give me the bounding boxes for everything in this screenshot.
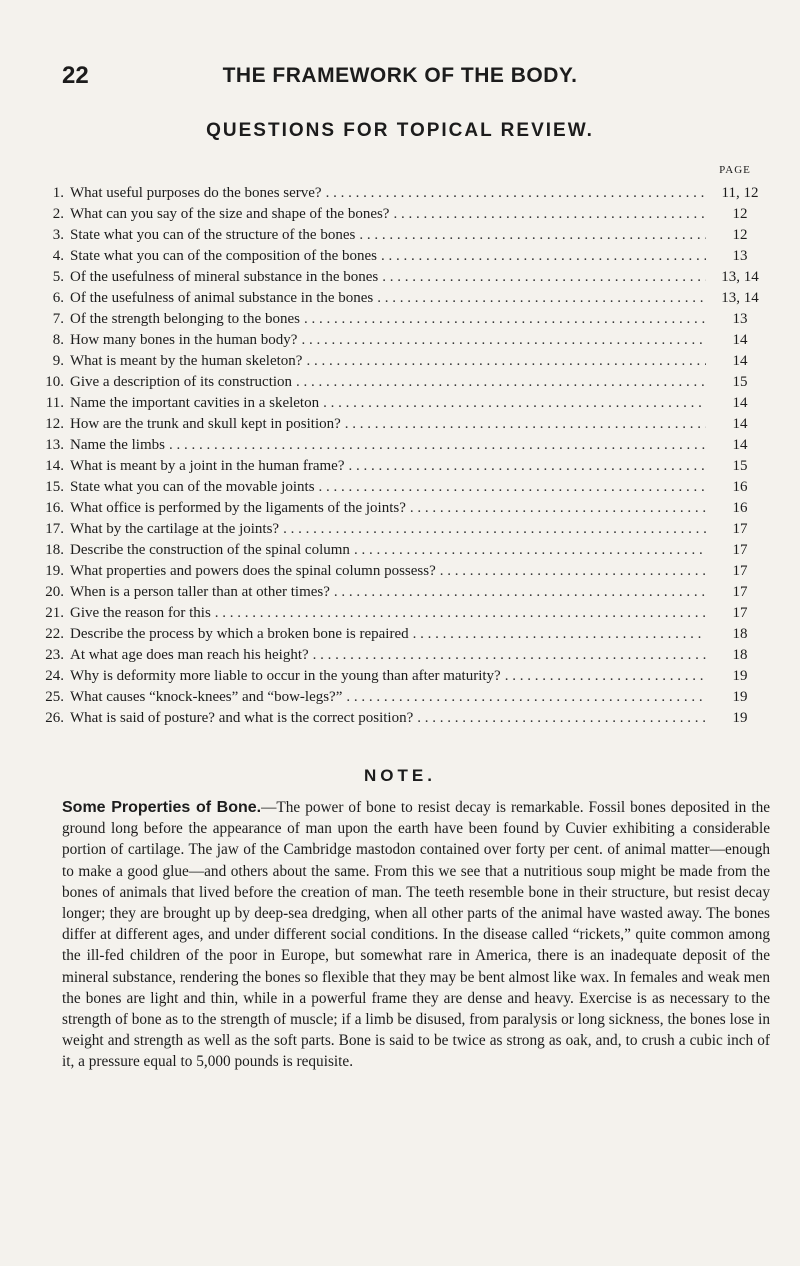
section-title: QUESTIONS FOR TOPICAL REVIEW. xyxy=(206,120,594,141)
question-page-ref: 12 xyxy=(732,227,748,243)
question-number: 9. xyxy=(52,353,64,369)
question-text: What is meant by a joint in the human frame? xyxy=(70,458,345,474)
note-lead: Some Properties of Bone. xyxy=(62,799,262,816)
question-number: 11. xyxy=(45,395,64,411)
question-item xyxy=(40,309,770,330)
page-number: 22 xyxy=(62,62,89,89)
dot-leader xyxy=(382,267,706,288)
question-number: 22. xyxy=(45,626,64,642)
question-item xyxy=(40,708,770,729)
question-item xyxy=(40,624,770,645)
dot-leader xyxy=(323,393,706,414)
dot-leader xyxy=(304,309,706,330)
question-page-ref: 14 xyxy=(732,416,748,432)
questions-list xyxy=(40,183,770,729)
question-item xyxy=(40,267,770,288)
question-text: What properties and powers does the spinal column possess? xyxy=(70,563,436,579)
question-item xyxy=(40,351,770,372)
question-text: What useful purposes do the bones serve? xyxy=(70,185,322,201)
question-text: State what you can of the movable joints xyxy=(70,479,315,495)
question-text: Give a description of its construction xyxy=(70,374,293,390)
dot-leader xyxy=(440,561,706,582)
dot-leader xyxy=(354,540,706,561)
question-number: 7. xyxy=(52,311,64,327)
question-page-ref: 13, 14 xyxy=(721,269,759,285)
running-title: THE FRAMEWORK OF THE BODY. xyxy=(222,64,578,87)
question-page-ref: 16 xyxy=(732,479,748,495)
question-item xyxy=(40,561,770,582)
question-page-ref: 13 xyxy=(732,248,748,264)
question-item xyxy=(40,288,770,309)
question-page-ref: 14 xyxy=(732,395,748,411)
question-text: State what you can of the structure of the bones xyxy=(70,227,356,243)
question-page-ref: 18 xyxy=(732,647,748,663)
question-number: 5. xyxy=(52,269,64,285)
question-number: 10. xyxy=(45,374,64,390)
question-number: 13. xyxy=(45,437,64,453)
question-item xyxy=(40,540,770,561)
note-body xyxy=(62,797,770,1073)
question-number: 19. xyxy=(45,563,64,579)
dot-leader xyxy=(393,204,706,225)
dot-leader xyxy=(345,414,706,435)
question-text: Of the usefulness of animal substance in the bones xyxy=(70,290,374,306)
question-number: 16. xyxy=(45,500,64,516)
question-text: What is said of posture? and what is the correct position? xyxy=(70,710,414,726)
question-item xyxy=(40,519,770,540)
question-item xyxy=(40,687,770,708)
question-page-ref: 18 xyxy=(732,626,748,642)
dot-leader xyxy=(349,456,707,477)
question-page-ref: 16 xyxy=(732,500,748,516)
question-text: What can you say of the size and shape of the bones? xyxy=(70,206,390,222)
question-page-ref: 17 xyxy=(732,521,748,537)
question-number: 3. xyxy=(52,227,64,243)
question-text: Of the usefulness of mineral substance in the bones xyxy=(70,269,379,285)
question-number: 12. xyxy=(45,416,64,432)
question-item xyxy=(40,414,770,435)
question-number: 2. xyxy=(52,206,64,222)
dot-leader xyxy=(377,288,706,309)
dot-leader xyxy=(313,645,706,666)
dot-leader xyxy=(346,687,706,708)
question-text: What by the cartilage at the joints? xyxy=(70,521,280,537)
question-item xyxy=(40,225,770,246)
question-item xyxy=(40,645,770,666)
dot-leader xyxy=(283,519,706,540)
dot-leader xyxy=(505,666,706,687)
question-text: What is meant by the human skeleton? xyxy=(70,353,303,369)
question-item xyxy=(40,393,770,414)
question-item xyxy=(40,582,770,603)
question-text: State what you can of the composition of the bones xyxy=(70,248,378,264)
question-page-ref: 14 xyxy=(732,437,748,453)
dot-leader xyxy=(334,582,706,603)
dot-leader xyxy=(326,183,706,204)
question-text: Why is deformity more liable to occur in the young than after maturity? xyxy=(70,668,501,684)
question-page-ref: 17 xyxy=(732,542,748,558)
question-text: What causes “knock-knees” and “bow-legs?” xyxy=(70,689,343,705)
question-number: 24. xyxy=(45,668,64,684)
question-number: 17. xyxy=(45,521,64,537)
question-text: How are the trunk and skull kept in position? xyxy=(70,416,341,432)
question-page-ref: 19 xyxy=(732,668,748,684)
question-item xyxy=(40,183,770,204)
dot-leader xyxy=(381,246,706,267)
dot-leader xyxy=(413,624,706,645)
question-page-ref: 15 xyxy=(732,374,748,390)
dot-leader xyxy=(306,351,706,372)
question-text: When is a person taller than at other times? xyxy=(70,584,330,600)
question-text: What office is performed by the ligaments of the joints? xyxy=(70,500,406,516)
question-number: 23. xyxy=(45,647,64,663)
question-page-ref: 17 xyxy=(732,584,748,600)
question-number: 8. xyxy=(52,332,64,348)
dot-leader xyxy=(296,372,706,393)
question-item xyxy=(40,246,770,267)
question-text: How many bones in the human body? xyxy=(70,332,298,348)
question-page-ref: 14 xyxy=(732,332,748,348)
question-item xyxy=(40,456,770,477)
question-page-ref: 17 xyxy=(732,563,748,579)
note-title: NOTE. xyxy=(364,766,436,785)
question-page-ref: 11, 12 xyxy=(721,185,759,201)
dot-leader xyxy=(319,477,706,498)
question-text: Give the reason for this xyxy=(70,605,211,621)
dot-leader xyxy=(410,498,706,519)
question-number: 20. xyxy=(45,584,64,600)
question-number: 25. xyxy=(45,689,64,705)
question-item xyxy=(40,666,770,687)
question-item xyxy=(40,435,770,456)
question-number: 1. xyxy=(52,185,64,201)
question-page-ref: 15 xyxy=(732,458,748,474)
question-page-ref: 12 xyxy=(732,206,748,222)
question-text: Describe the process by which a broken bone is repaired xyxy=(70,626,409,642)
dot-leader xyxy=(301,330,706,351)
question-text: Name the limbs xyxy=(70,437,165,453)
dot-leader xyxy=(169,435,706,456)
question-text: Name the important cavities in a skeleton xyxy=(70,395,320,411)
question-number: 21. xyxy=(45,605,64,621)
question-item xyxy=(40,477,770,498)
question-page-ref: 19 xyxy=(732,710,748,726)
question-text: At what age does man reach his height? xyxy=(70,647,309,663)
question-number: 26. xyxy=(45,710,64,726)
question-item xyxy=(40,330,770,351)
page-header xyxy=(0,62,800,92)
question-item xyxy=(40,204,770,225)
question-number: 14. xyxy=(45,458,64,474)
dot-leader xyxy=(417,708,706,729)
question-item xyxy=(40,372,770,393)
page-column-label: PAGE xyxy=(719,164,751,176)
question-number: 15. xyxy=(45,479,64,495)
note-text: —The power of bone to resist decay is remarkable. Fossil bones deposited in the ground long before the appearance of man upon the earth have been found by Cuvier exhibiting a considerable portion of cartilage. The jaw of the Cambridge mastodon contained over forty per cent. of animal matter—enough to make a good glue—and others about the same. From this we see that a nutritious soup might be made from the bones of animals that lived before the creation of man. The teeth resemble bone in their structure, but resist decay longer; they are brought up by deep-sea dredging, when all other parts of the animal have wasted away. The bones differ at different ages, and under different social conditions. In the disease called “rickets,” quite common among the ill-fed children of the poor in Europe, but somewhat rare in America, there is an inadequate deposit of the mineral substance, rendering the bones so flexible that they may be bent almost like wax. In females and weak men the bones are light and thin, while in a powerful frame they are dense and heavy. Exercise is as necessary to the strength of bone as to the strength of muscle; if a limb be disused, from paralysis or long sickness, the bones lose in weight and strength as well as the soft parts. Bone is said to be twice as strong as oak, and, to crush a cubic inch of it, a pressure equal to 5,000 pounds is requisite. xyxy=(62,799,771,1071)
dot-leader xyxy=(215,603,706,624)
question-page-ref: 14 xyxy=(732,353,748,369)
question-number: 18. xyxy=(45,542,64,558)
question-number: 6. xyxy=(52,290,64,306)
question-text: Describe the construction of the spinal column xyxy=(70,542,350,558)
question-page-ref: 13, 14 xyxy=(721,290,759,306)
question-page-ref: 13 xyxy=(732,311,748,327)
question-number: 4. xyxy=(52,248,64,264)
dot-leader xyxy=(359,225,706,246)
question-text: Of the strength belonging to the bones xyxy=(70,311,300,327)
question-item xyxy=(40,498,770,519)
question-page-ref: 17 xyxy=(732,605,748,621)
question-item xyxy=(40,603,770,624)
question-page-ref: 19 xyxy=(732,689,748,705)
